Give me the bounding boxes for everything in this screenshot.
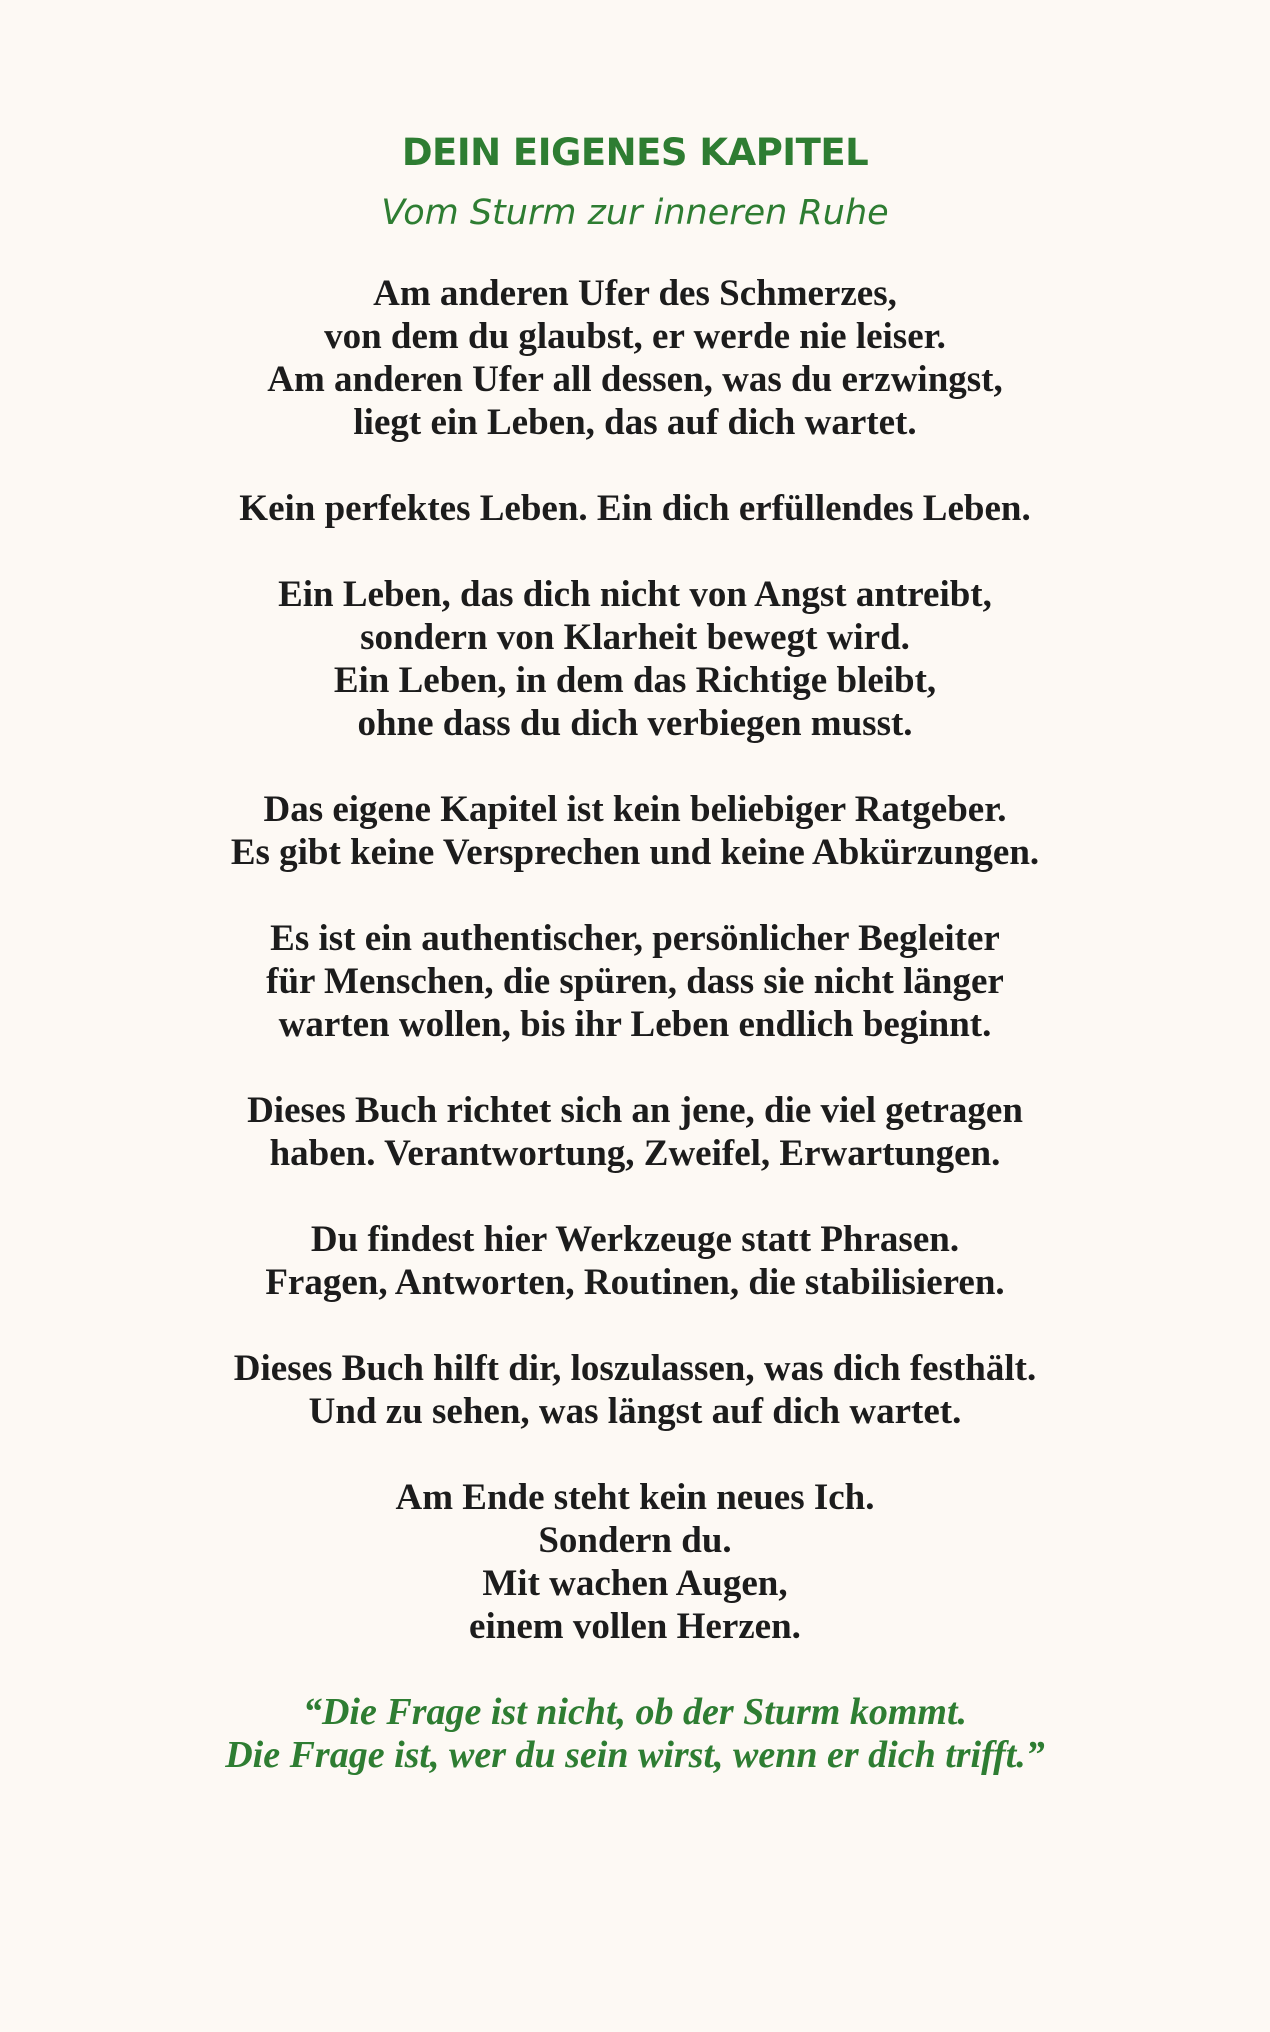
page-subtitle: Vom Sturm zur inneren Ruhe xyxy=(381,193,889,233)
stanza-9 xyxy=(0,1476,1270,1648)
text-line: Es ist ein authentischer, persönlicher Begleiter xyxy=(270,918,1000,959)
text-line: liegt ein Leben, das auf dich wartet. xyxy=(353,402,917,443)
stanza-1 xyxy=(0,272,1270,444)
closing-quote xyxy=(0,1691,1270,1777)
text-line: Es gibt keine Versprechen und keine Abkürzungen. xyxy=(230,832,1040,873)
text-line: Dieses Buch hilft dir, loszulassen, was dich festhält. xyxy=(233,1348,1037,1389)
text-line: ohne dass du dich verbiegen musst. xyxy=(357,703,913,744)
text-line: Ein Leben, das dich nicht von Angst antreibt, xyxy=(278,574,992,615)
text-line: Am anderen Ufer all dessen, was du erzwingst, xyxy=(267,359,1003,400)
stanza-6 xyxy=(0,1089,1270,1175)
text-line: haben. Verantwortung, Zweifel, Erwartungen. xyxy=(269,1133,1001,1174)
text-line: Mit wachen Augen, xyxy=(482,1563,788,1604)
quote-line: Die Frage ist, wer du sein wirst, wenn er dich trifft.” xyxy=(225,1734,1045,1776)
text-line: warten wollen, bis ihr Leben endlich beginnt. xyxy=(278,1004,992,1045)
stanza-7 xyxy=(0,1218,1270,1304)
text-line: Sondern du. xyxy=(538,1520,732,1561)
stanza-8 xyxy=(0,1347,1270,1433)
text-line: von dem du glaubst, er werde nie leiser. xyxy=(324,316,946,357)
text-line: Ein Leben, in dem das Richtige bleibt, xyxy=(333,660,937,701)
stanza-2 xyxy=(0,487,1270,530)
text-line: Das eigene Kapitel ist kein beliebiger Ratgeber. xyxy=(263,789,1007,830)
text-line: Kein perfektes Leben. Ein dich erfüllendes Leben. xyxy=(239,488,1031,529)
body-text xyxy=(0,272,1270,1777)
text-line: sondern von Klarheit bewegt wird. xyxy=(360,617,910,658)
page-title: DEIN EIGENES KAPITEL xyxy=(401,131,869,174)
text-line: Und zu sehen, was längst auf dich wartet. xyxy=(308,1391,962,1432)
text-line: für Menschen, die spüren, dass sie nicht länger xyxy=(266,961,1004,1002)
stanza-5 xyxy=(0,917,1270,1046)
text-line: Am Ende steht kein neues Ich. xyxy=(395,1477,875,1518)
quote-line: “Die Frage ist nicht, ob der Sturm kommt. xyxy=(302,1691,968,1733)
text-line: Du findest hier Werkzeuge statt Phrasen. xyxy=(310,1219,960,1260)
text-line: einem vollen Herzen. xyxy=(469,1606,801,1647)
stanza-4 xyxy=(0,788,1270,874)
stanza-3 xyxy=(0,573,1270,745)
text-line: Dieses Buch richtet sich an jene, die viel getragen xyxy=(247,1090,1023,1131)
text-line: Am anderen Ufer des Schmerzes, xyxy=(373,273,897,314)
text-line: Fragen, Antworten, Routinen, die stabilisieren. xyxy=(265,1262,1005,1303)
